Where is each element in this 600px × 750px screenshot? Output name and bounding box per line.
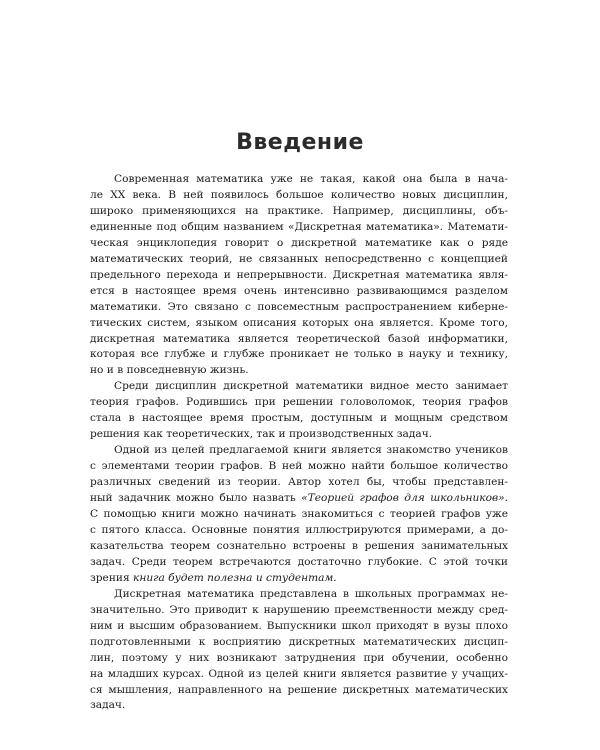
text-line [90,220,508,236]
text-line [90,316,508,332]
text-line [90,332,508,348]
text-run: но и в повседневную жизнь. [90,364,249,377]
text-line [90,284,508,300]
paragraph [90,172,508,379]
text-run: математических теорий, не связанных непосредственно с концепцией [90,252,508,265]
text-line [90,619,508,635]
text-run: дискретная математика является теоретической базой информатики, [90,332,508,345]
text-run: с пятого класса. Основные понятия иллюстрируются примерами, а до- [90,523,508,536]
text-run: зрения [90,571,134,584]
text-line [90,363,508,379]
text-line [90,698,508,714]
text-line [90,587,508,603]
text-line [90,268,508,284]
text-run: решения как теоретических, так и производственных задач. [90,428,433,441]
text-line [90,172,508,188]
text-line [90,204,508,220]
text-run: единенные под общим названием «Дискретная математика». Математи- [90,220,508,233]
text-run: значительно. Это приводит к нарушению преемственности между сред- [90,603,508,616]
text-line [90,507,508,523]
text-run: тических систем, языком описания которых она является. Кроме того, [90,316,508,329]
text-run: ный задачник можно было назвать [90,492,302,505]
text-run: подготовленными к восприятию дискретных математических дисцип- [90,635,508,648]
paragraph [90,587,508,715]
text-line [90,443,508,459]
text-run: Среди дисциплин дискретной математики видное место занимает [114,380,508,393]
text-line [90,539,508,555]
text-line [90,252,508,268]
text-run: теория графов. Родившись при решении головоломок, теория графов [90,396,508,409]
page-title: Введение [236,129,364,155]
text-line [90,427,508,443]
paragraph [90,379,508,443]
paragraph [90,443,508,587]
text-run: задач. Среди теорем встречаются достаточно глубокие. С этой точки [90,555,508,568]
text-line [90,475,508,491]
text-line [90,395,508,411]
text-line [90,347,508,363]
text-line [90,683,508,699]
text-line [90,188,508,204]
text-line [90,667,508,683]
text-run: ся мышления, направленного на решение дискретных математических [90,683,508,696]
text-line [90,523,508,539]
italic-text: книга будет полезна и студентам. [133,571,337,584]
text-line [90,651,508,667]
text-line [90,459,508,475]
text-run: Одной из целей предлагаемой книги является знакомство учеников [114,444,508,457]
text-run: математики. Это связано с повсеместным распространением киберне- [90,300,508,313]
text-line [90,300,508,316]
text-line [90,491,508,507]
text-run: ется в настоящее время очень интенсивно развивающимся разделом [90,284,508,297]
text-run: задач. [90,699,126,712]
text-run: казательства теорем сознательно встроены в решения занимательных [90,539,508,552]
text-line [90,411,508,427]
body-text [90,172,508,714]
text-line [90,603,508,619]
text-run: стала в настоящее время простым, доступным и мощным средством [90,412,508,425]
text-run: ческая энциклопедия говорит о дискретной математике как о ряде [90,236,508,249]
text-run: Современная математика уже не такая, какой она была в нача- [114,173,508,185]
text-line [90,571,508,587]
text-run: С помощью книги можно начинать знакомиться с теорией графов уже [90,508,508,521]
text-run: с элементами теории графов. В ней можно найти большое количество [90,460,508,473]
text-line [90,555,508,571]
text-run: лин, поэтому у них возникают затруднения при обучении, особенно [90,651,508,664]
text-run: различных сведений из теории. Автор хотел бы, чтобы представлен- [90,476,508,489]
text-run: широко применяющихся на практике. Например, дисциплины, объ- [90,204,508,217]
text-run: ле XX века. В ней появилось большое количество новых дисциплин, [90,188,508,201]
text-line [90,236,508,252]
text-run: . [504,492,508,505]
text-line [90,379,508,395]
text-run: которая все глубже и глубже проникает не только в науку и технику, [90,348,508,361]
text-run: предельного перехода и непрерывности. Дискретная математика явля- [90,268,508,281]
text-run: на младших курсах. Одной из целей книги является развитие у учащих- [90,667,508,680]
text-run: ним и высшим образованием. Выпускники школ приходят в вузы плохо [90,619,508,632]
text-line [90,635,508,651]
text-run: Дискретная математика представлена в школьных программах не- [114,587,508,600]
italic-text: «Теорией графов для школьников» [301,492,505,505]
